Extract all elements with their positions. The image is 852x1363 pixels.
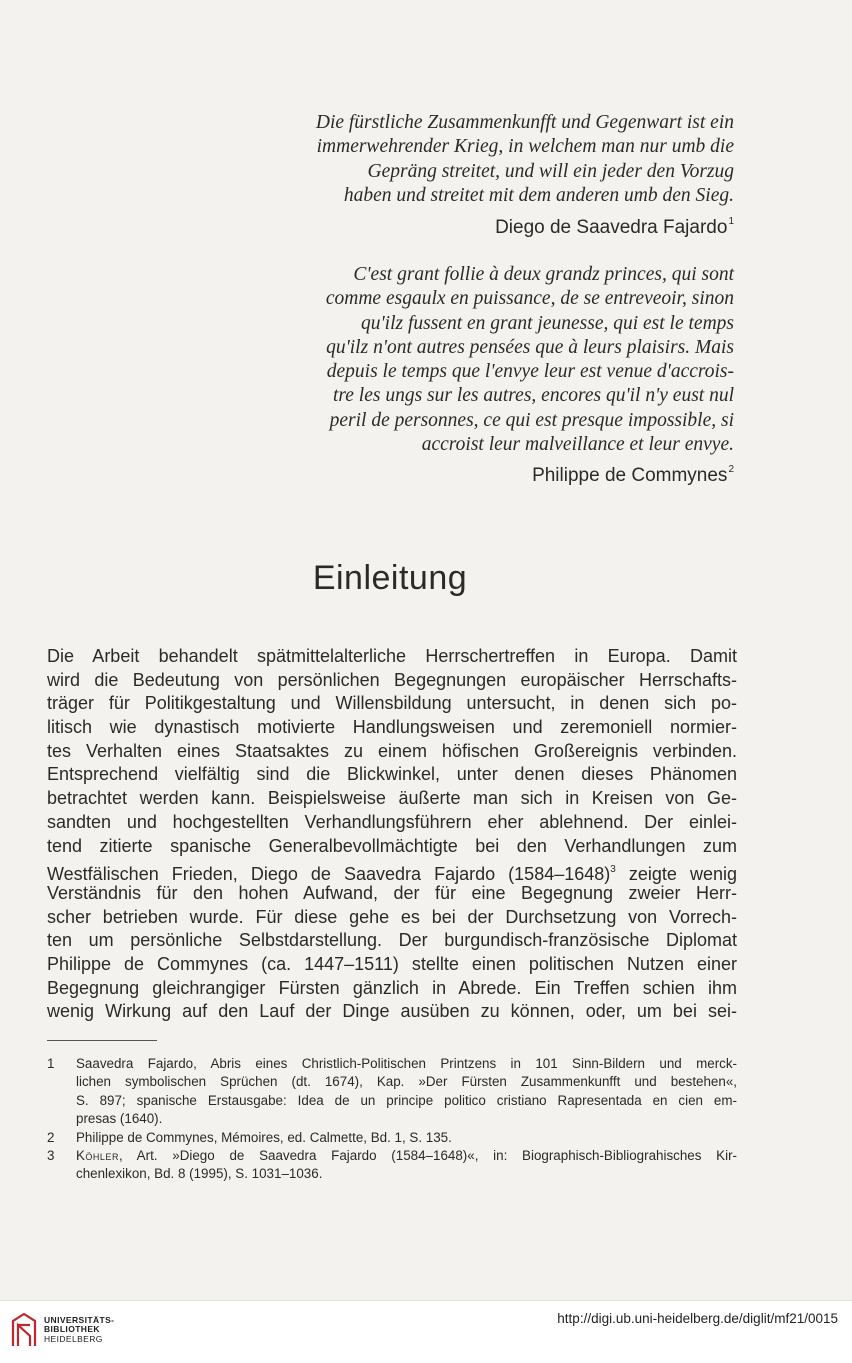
epigraph-line: depuis le temps que l'envye leur est venue d'accrois- [326,361,734,383]
epigraph-line: Gepräng streitet, und will ein jeder den Vorzug [367,160,734,182]
text-line: litisch wie dynastisch motivierte Handlungsweisen und zeremoniell normier- [47,717,737,738]
footnote-line: Saavedra Fajardo, Abris eines Christlich-Politischen Printzens in 101 Sinn-Bildern und merck- [76,1056,737,1071]
epigraph-line: haben und streitet mit dem anderen umb den Sieg. [343,184,734,206]
text-line: betrachtet werden kann. Beispielsweise äußerte man sich in Kreisen von Ge- [47,788,737,809]
text-line: Entsprechend vielfältig sind die Blickwinkel, unter denen dieses Phänomen [47,764,737,785]
epigraph-line: tre les ungs sur les autres, encores qu'il n'y eust nul [332,385,734,407]
source-url-link[interactable]: http://digi.ub.uni-heidelberg.de/diglit/mf21/0015 [557,1311,838,1326]
epigraph-line: qu'ilz n'ont autres pensées que à leurs plaisirs. Mais [326,336,734,358]
text-segment: , Art. »Diego de Saavedra Fajardo (1584–1648)«, in: Biographisch-Bibliograhisches Kir- [118,1148,737,1164]
footnote-line: chenlexikon, Bd. 8 (1995), S. 1031–1036. [76,1166,323,1182]
footnote-author: Köhler [76,1148,119,1164]
footnote-marker[interactable]: 1 [728,216,734,227]
epigraph-line: qu'ilz fussent en grant jeunesse, qui est le temps [360,312,734,334]
library-name-line: HEIDELBERG [44,1333,103,1344]
text-line-with-note [47,858,737,885]
text-line: Philippe de Commynes (ca. 1447–1511) stellte einen politischen Nutzen einer [47,953,737,974]
footnote-line: presas (1640). [76,1111,163,1127]
epigraph-saavedra [316,111,734,208]
footnote-3 [47,1147,737,1184]
footnote-text [76,1055,737,1129]
text-line: Die Arbeit behandelt spätmittelalterliche Herrschertreffen in Europa. Damit [47,646,737,666]
epigraph-commynes [326,263,734,457]
text-line: sandten und hochgestellten Verhandlungsführern eher ablehnend. Der einlei- [47,811,737,832]
footnote-line [76,1147,737,1165]
footnote-number: 3 [47,1148,55,1164]
epigraph-line: immerwehrender Krieg, in welchem man nur umb die [316,136,734,158]
text-line: scher betrieben wurde. Für diese gehe es bei der Durchsetzung von Vorrech- [47,906,737,927]
text-line: wenig Wirkung auf den Lauf der Dinge ausüben zu können, oder, um bei sei- [47,1001,737,1022]
body-paragraph [47,645,737,1024]
text-line: Verständnis für den hohen Aufwand, der für eine Begegnung zweier Herr- [47,882,737,903]
epigraph-line: C'est grant follie à deux grandz princes, qui sont [353,264,734,285]
footnote-line: lichen symbolischen Sprüchen (dt. 1674), Kap. »Der Fürsten Zusammenkunfft und bestehen«, [76,1074,737,1090]
footnote-number: 1 [47,1056,55,1071]
epigraph-attribution [495,216,734,239]
text-line: wird die Bedeutung von persönlichen Begegnungen europäischer Herrschafts- [47,669,737,690]
footnote-line: S. 897; spanische Erstausgabe: Idea de un principe politico cristiano Rapresentada en cien em- [76,1092,737,1108]
footnote-divider [47,1040,157,1041]
epigraph-line: accroist leur malveillance et leur envye. [421,434,734,456]
text-line: Begegnung gleichrangiger Fürsten gänzlich in Abrede. Ein Treffen schien ihm [47,977,737,998]
text-line: tend zitierte spanische Generalbevollmächtigte bei den Verhandlungen zum [47,835,737,856]
epigraph-line: Die fürstliche Zusammenkunfft und Gegenwart ist ein [315,112,734,133]
viewer-footer-bar [0,1300,852,1363]
footnote-marker[interactable]: 2 [728,464,734,475]
footnote-marker[interactable]: 3 [610,864,616,876]
footnote-number: 2 [47,1129,55,1145]
chapter-heading: Einleitung [312,559,468,597]
epigraph-attribution [532,464,734,487]
footnote-text [76,1147,737,1184]
library-logo[interactable] [10,1311,114,1349]
library-name-line: BIBLIOTHEK [44,1324,100,1335]
footnotes [47,1055,737,1184]
text-segment: Westfälischen Frieden, Diego de Saavedra Fajardo (1584–1648) [47,864,611,885]
footnote-text [76,1129,737,1147]
attribution-author: Philippe de Commynes [532,465,728,486]
footnote-1 [47,1055,737,1129]
library-name [44,1316,114,1345]
text-line: ten um persönliche Selbstdarstellung. Der burgundisch-französische Diplomat [47,930,737,951]
text-segment: zeigte wenig [615,864,737,885]
university-seal-icon [10,1311,38,1349]
footnote-2 [47,1129,737,1147]
epigraph-line: peril de personnes, ce qui est presque impossible, si [329,409,734,431]
attribution-author: Diego de Saavedra Fajardo [495,217,728,238]
text-line: träger für Politikgestaltung und Willensbildung untersucht, in denen sich po- [47,693,737,714]
library-name-line: UNIVERSITÄTS- [44,1314,115,1325]
text-line: tes Verhalten eines Staatsaktes zu einem höfischen Großereignis verbinden. [47,740,737,761]
footnote-line: Philippe de Commynes, Mémoires, ed. Calmette, Bd. 1, S. 135. [76,1129,452,1145]
epigraph-line: comme esgaulx en puissance, de se entreveoir, sinon [325,288,734,310]
